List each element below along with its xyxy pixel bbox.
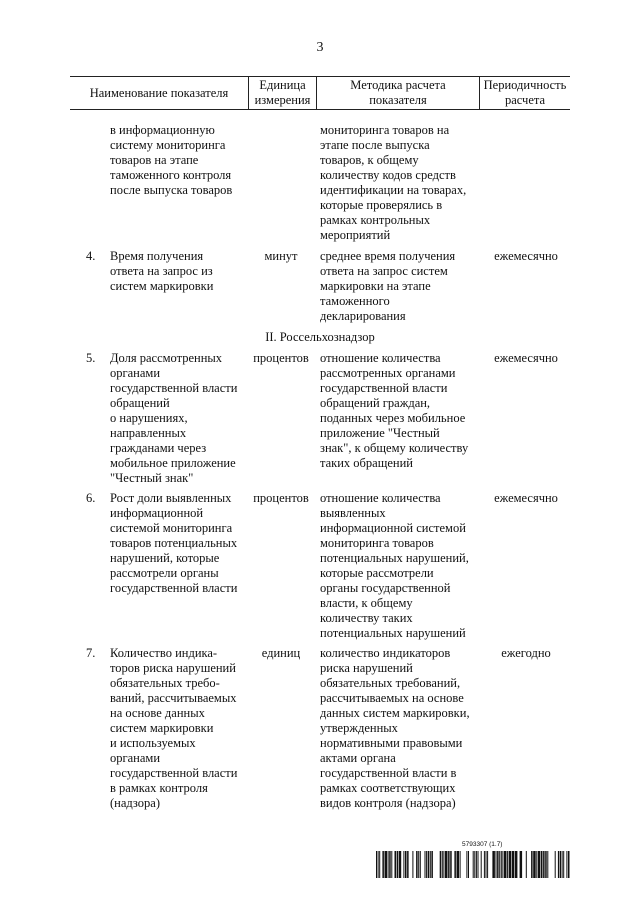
barcode-bar: [533, 851, 536, 878]
row-method: мониторинга товаров на этапе после выпуска товаров, к общему количеству кодов средств идентификации на товарах, которые проверялись в рамках контрольных мероприятий: [320, 123, 467, 242]
document-code: 5793307 (1.7): [462, 841, 503, 848]
barcode-bar: [457, 851, 460, 878]
barcode-bar: [497, 851, 499, 878]
barcode-bar: [504, 851, 507, 878]
row-method: среднее время получения ответа на запрос систем маркировки на этапе таможенного декларирования: [320, 249, 456, 323]
barcode-bar: [476, 851, 477, 878]
barcode-bar: [450, 851, 452, 878]
barcode-bar: [484, 851, 485, 878]
row-number: 5.: [86, 351, 96, 365]
barcode-bar: [448, 851, 450, 878]
barcode-bar: [538, 851, 541, 878]
barcode-bar: [385, 851, 388, 878]
barcode-bar: [563, 851, 564, 878]
row-unit: минут: [264, 249, 298, 263]
barcode-bar: [515, 851, 518, 878]
barcode-bar: [442, 851, 443, 878]
barcode-bar: [473, 851, 474, 878]
barcode-bar: [536, 851, 537, 878]
row-method: отношение количества рассмотренных органами государственной власти обращений граждан, поданных через мобильное приложение "Честный знак", к общему количеству таких обращений: [320, 351, 469, 470]
barcode-bar: [443, 851, 444, 878]
barcode-bar: [555, 851, 556, 878]
row-name: Рост доли выявленных информационной системой мониторинга товаров потенциальных нарушений, которые рассмотрели органы государственной власти: [110, 491, 238, 595]
barcode-bar: [405, 851, 407, 878]
header-period: Периодичность расчета: [483, 78, 567, 107]
row-unit: процентов: [253, 351, 309, 365]
row-name: Количество индика- торов риска нарушений обязательных требо- ваний, рассчитываемых на основе данных систем маркировки и используемых органами государственной власти в рамках контроля (надзора): [110, 646, 238, 810]
barcode-image: [376, 851, 570, 878]
barcode-bar: [501, 851, 502, 878]
row-unit: единиц: [261, 646, 301, 660]
barcode-bar: [431, 851, 433, 878]
row-number: 7.: [86, 646, 96, 660]
table-header: [70, 76, 570, 110]
barcode-bar: [454, 851, 456, 878]
barcode-bar: [376, 851, 377, 878]
barcode-bar: [562, 851, 563, 878]
barcode-bar: [531, 851, 533, 878]
barcode-bar: [382, 851, 384, 878]
barcode-bar: [388, 851, 389, 878]
barcode-bar: [568, 851, 570, 878]
barcode-bar: [418, 851, 419, 878]
row-name: Доля рассмотренных органами государственной власти обращений о нарушениях, направленных гражданами через мобильное приложение "Честный знак": [110, 351, 238, 485]
row-period: ежемесячно: [494, 491, 558, 505]
row-number: 6.: [86, 491, 96, 505]
barcode-bar: [379, 851, 380, 878]
row-unit: процентов: [253, 491, 309, 505]
barcode-bar: [389, 851, 391, 878]
barcode-bar: [502, 851, 503, 878]
row-number: 4.: [86, 249, 96, 263]
row-method: отношение количества выявленных информационной системой мониторинга товаров потенциальных нарушений, которые рассмотрели органы государственной власти, к общему количеству таких потенциальных нарушений: [320, 491, 469, 640]
barcode-bar: [391, 851, 392, 878]
barcode-bar: [512, 851, 515, 878]
barcode-bar: [407, 851, 409, 878]
row-period: ежемесячно: [494, 249, 558, 263]
barcode-bar: [526, 851, 527, 878]
barcode-bar: [520, 851, 523, 878]
row-method: количество индикаторов риска нарушений обязательных требований, рассчитываемых на основе данных систем маркировки, утвержденных нормативными правовыми актами органа государственной власти в рамках соответствующих видов контроля (надзора): [320, 646, 470, 810]
barcode-bar: [566, 851, 567, 878]
barcode-bar: [403, 851, 404, 878]
barcode-bar: [420, 851, 421, 878]
header-name: Наименование показателя: [89, 85, 229, 100]
barcode-bar: [428, 851, 430, 878]
barcode-bar: [487, 851, 488, 878]
header-method: Методика расчета показателя: [350, 78, 446, 107]
barcode-bar: [496, 851, 497, 878]
barcode-bar: [466, 851, 467, 878]
barcode-bar: [378, 851, 379, 878]
barcode-bar: [547, 851, 548, 878]
barcode-bar: [481, 851, 482, 878]
barcode-bar: [426, 851, 427, 878]
barcode-bar: [541, 851, 543, 878]
barcode-bar: [543, 851, 545, 878]
barcode-bar: [399, 851, 402, 878]
barcode-bar: [560, 851, 561, 878]
barcode-bar: [474, 851, 475, 878]
row-name: в информационную систему мониторинга товаров на этапе таможенного контроля после выпуска товаров: [110, 123, 233, 197]
barcode-bar: [445, 851, 448, 878]
barcode-bar: [545, 851, 547, 878]
barcode-bar: [499, 851, 500, 878]
barcode-bar: [478, 851, 479, 878]
barcode-bar: [468, 851, 469, 878]
header-unit: Единица измерения: [254, 78, 311, 107]
barcode-bar: [509, 851, 512, 878]
barcode-bar: [486, 851, 487, 878]
row-period: ежемесячно: [494, 351, 558, 365]
barcode-bar: [460, 851, 461, 878]
barcode-bar: [440, 851, 442, 878]
barcode-bar: [507, 851, 508, 878]
page-number: 3: [316, 40, 324, 55]
barcode-bar: [425, 851, 426, 878]
section-title: II. Россельхознадзор: [265, 330, 375, 344]
barcode-bar: [558, 851, 560, 878]
row-period: ежегодно: [501, 646, 551, 660]
barcode-bar: [395, 851, 397, 878]
row-name: Время получения ответа на запрос из систем маркировки: [110, 249, 214, 293]
barcode-bar: [397, 851, 399, 878]
barcode-bar: [412, 851, 413, 878]
barcode-bar: [416, 851, 418, 878]
barcode-bar: [492, 851, 495, 878]
barcode-bar: [430, 851, 431, 878]
